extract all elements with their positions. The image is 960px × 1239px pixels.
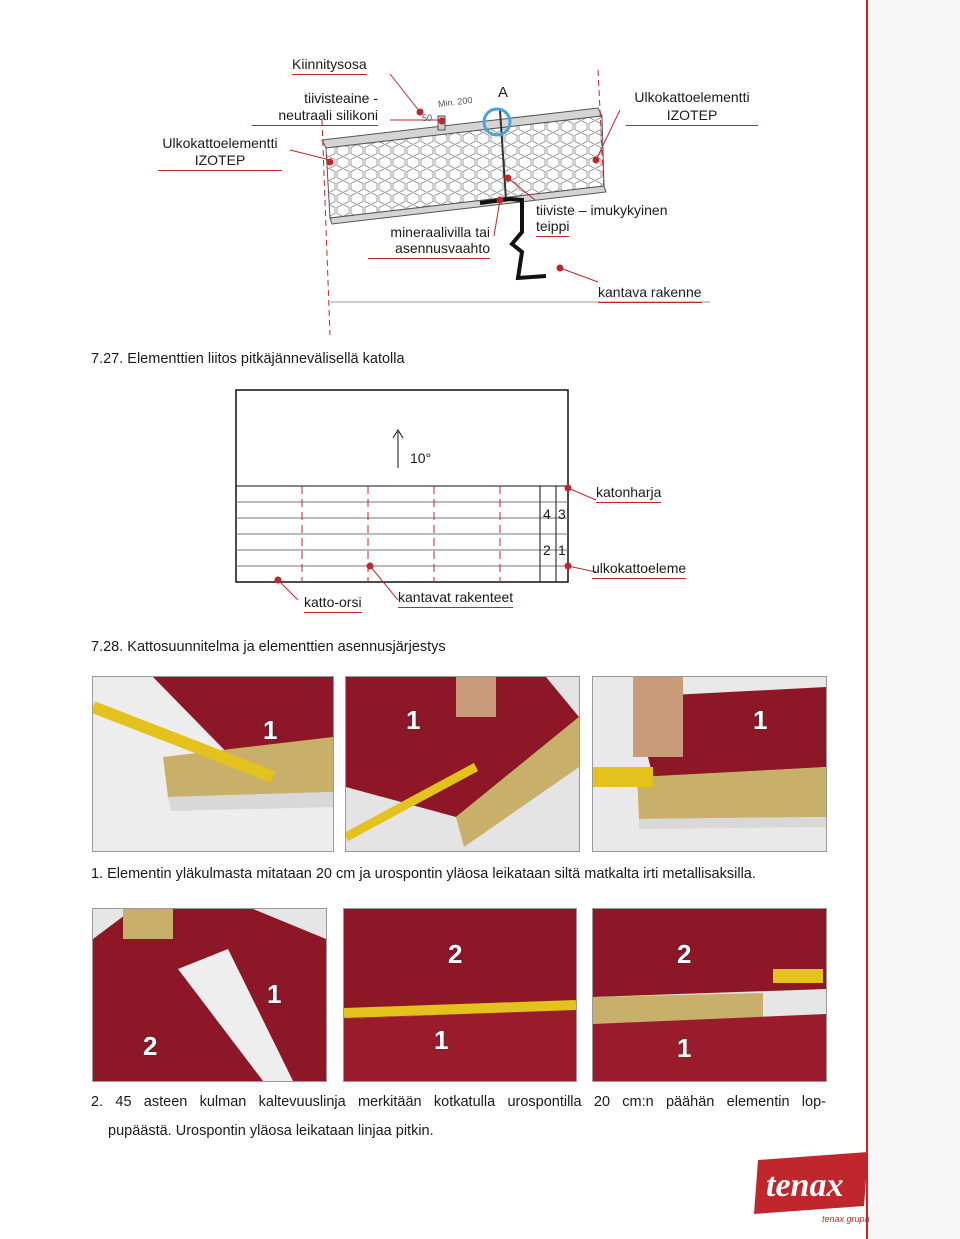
photo-number: 2 (143, 1031, 158, 1061)
photo-step2-mark (92, 908, 327, 1082)
element-number-3: 3 (558, 506, 566, 522)
label-tiivisteaine-1: tiivisteaine - (304, 90, 378, 106)
element-number-4: 4 (543, 506, 551, 522)
photo-step1-measure (92, 676, 334, 852)
caption-7-27: 7.27. Elementtien liitos pitkäjännevälisellä katolla (91, 351, 405, 367)
photo-number: 1 (267, 979, 282, 1009)
photo-step2-cut (592, 908, 827, 1082)
label-tiiviste-2: teippi (536, 218, 569, 237)
label-ulko-right-2: IZOTEP (626, 107, 758, 126)
photo-number: 1 (263, 715, 278, 745)
photo-number: 2 (448, 939, 463, 969)
label-ulko-right-1: Ulkokattoelementti (634, 89, 750, 105)
label-tiiviste-1: tiiviste – imukykyinen (536, 202, 668, 218)
photo-step1-shears (592, 676, 827, 852)
label-kantava: kantava rakenne (598, 284, 702, 303)
label-katto-orsi: katto-orsi (304, 594, 362, 613)
photo-step1-cut (345, 676, 580, 852)
label-kantavat: kantavat rakenteet (398, 589, 513, 608)
label-min-200: Min. 200 (437, 94, 473, 110)
label-mineraali-2: asennusvaahto (368, 240, 490, 259)
label-katonharja: katonharja (596, 484, 661, 503)
element-number-2: 2 (543, 542, 551, 558)
caption-step2-line2: pupäästä. Urospontin yläosa leikataan linjaa pitkin. (108, 1123, 434, 1139)
element-number-1: 1 (558, 542, 566, 558)
photo-step2-line (343, 908, 577, 1082)
photo-number: 1 (753, 705, 768, 735)
label-kiinnitysosa: Kiinnitysosa (292, 56, 367, 75)
caption-7-28: 7.28. Kattosuunnitelma ja elementtien asennusjärjestys (91, 639, 446, 655)
tenax-logo (752, 1152, 870, 1224)
photo-number: 2 (677, 939, 692, 969)
photo-number: 1 (406, 705, 421, 735)
label-dim-50: 50 (422, 113, 433, 123)
label-mineraali-1: mineraalivilla tai (390, 224, 490, 240)
label-detail-a: A (498, 84, 509, 101)
label-ulko-left-2: IZOTEP (158, 152, 282, 171)
photo-number: 1 (434, 1025, 449, 1055)
photo-number: 1 (677, 1033, 692, 1063)
label-ulkokatto: ulkokattoeleme (592, 560, 686, 579)
svg-text:tenax grupa: tenax grupa (822, 1214, 870, 1224)
label-slope: 10° (410, 450, 432, 466)
caption-step1: 1. Elementin yläkulmasta mitataan 20 cm ja urospontin yläosa leikataan siltä matkalta irti metallisaksilla. (91, 866, 756, 882)
svg-text:tenax: tenax (766, 1167, 844, 1204)
label-ulko-left-1: Ulkokattoelementti (162, 135, 278, 151)
label-tiivisteaine-2: neutraali silikoni (252, 107, 378, 126)
caption-step2-line1: 2. 45 asteen kulman kaltevuuslinja merkitään kotkatulla urospontilla 20 cm:n päähän elementin lop- (91, 1094, 826, 1110)
